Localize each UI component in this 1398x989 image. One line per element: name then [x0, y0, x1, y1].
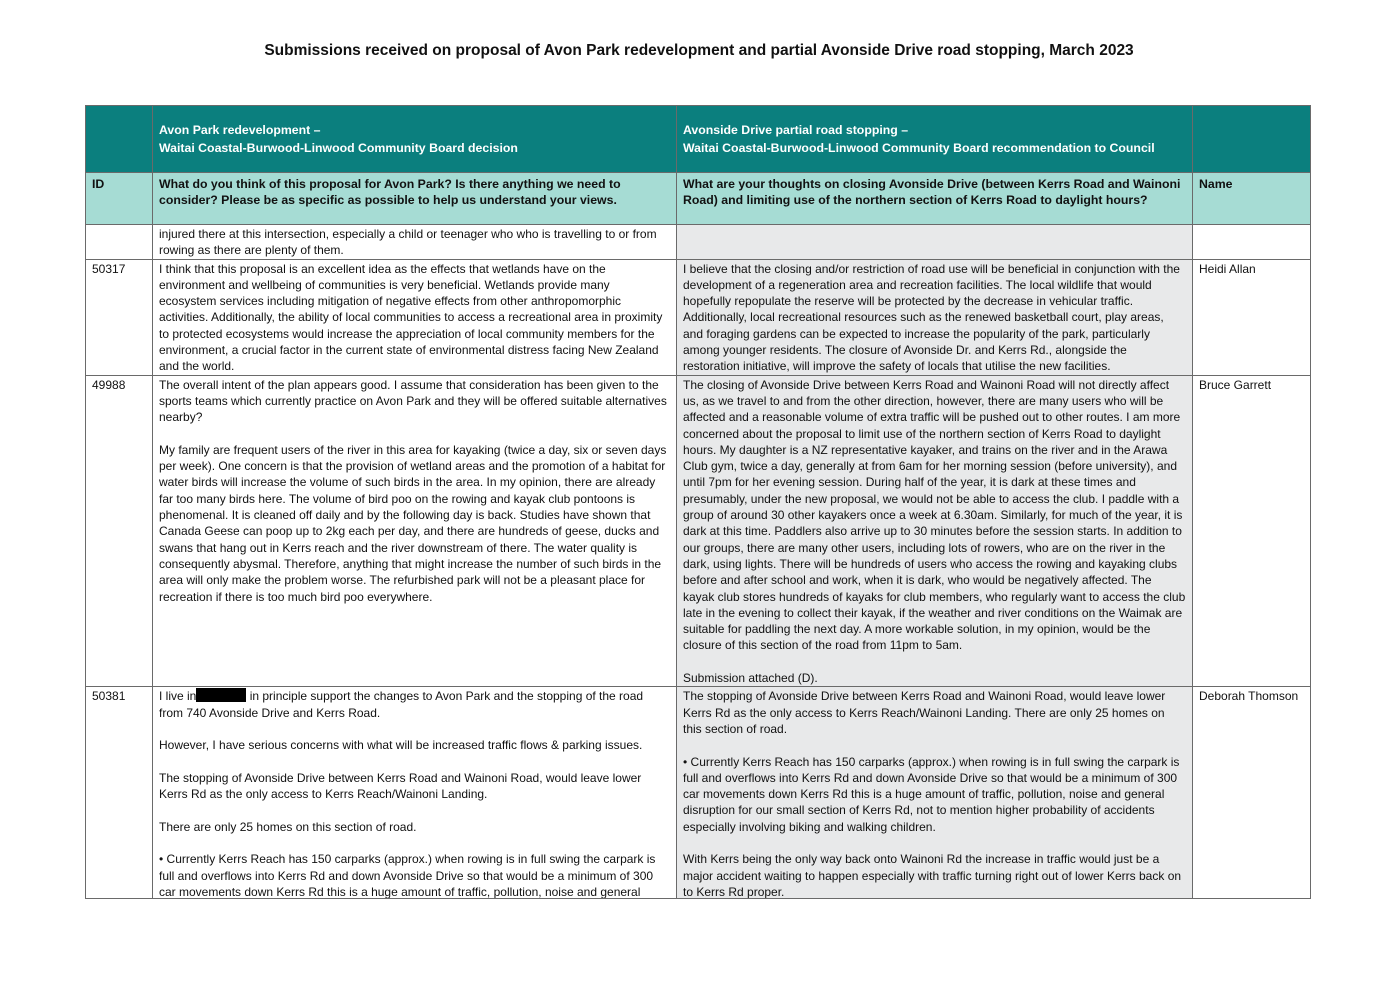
- response-paragraph: The closing of Avonside Drive between Kerrs Road and Wainoni Road will not directly affect us, as we travel to and from the other direction, however, there are many users who will be affected and a reasonable volume of extra traffic will be pushed out to other routes. I am more concerned about the proposal to limit use of the northern section of Kerrs Road to daylight hours. My daughter is a NZ representative kayaker, and trains on the river and in the Arawa Club gym, twice a day, generally at from 6am for her morning session (before university), and until 7pm for her evening session. During half of the year, it is dark at these times and presumably, under the new proposal, we would not be able to access the club. I paddle with a group of around 30 other kayakers once a week at 6.30am. Similarly, for much of the year, it is dark at this time. Paddlers also arrive up to 30 minutes before the session starts. In addition to our groups, there are many other users, including lots of rowers, who are on the river in the dark, using lights. There will be hundreds of users who access the rowing and kayaking clubs before and after school and work, when it is dark, who would be negatively affected. The kayak club stores hundreds of kayaks for club members, who regularly want to access the club late in the evening to collect their kayak, if the weather and river conditions on the Waimak are suitable for paddling the next day. A more workable solution, in my opinion, would be the closure of this section of the road from 11pm to 5am.: [683, 377, 1186, 653]
- row-id: [86, 225, 153, 260]
- response-paragraph: There are only 25 homes on this section of road.: [159, 819, 417, 834]
- row-name: Deborah Thomson: [1193, 687, 1311, 899]
- redacted-block: [196, 688, 246, 702]
- response-intro-after: in principle support the changes to Avon Park and the stopping of the road from 740 Avonside Drive and Kerrs Road.: [159, 689, 644, 720]
- header-avon-park-line1: Avon Park redevelopment –: [159, 123, 321, 137]
- question-header-avon-park: What do you think of this proposal for Avon Park? Is there anything we need to consider? Please be as specific as possible to help us understand your views.: [153, 173, 677, 225]
- row-avon-park-response: [153, 225, 677, 260]
- question-header-row: [86, 173, 1311, 225]
- row-name: [1193, 225, 1311, 260]
- row-id: 49988: [86, 375, 153, 687]
- question-header-avonside: What are your thoughts on closing Avonside Drive (between Kerrs Road and Wainoni Road) and limiting use of the northern section of Kerrs Road to daylight hours?: [677, 173, 1193, 225]
- response-paragraph: I believe that the closing and/or restriction of road use will be beneficial in conjunction with the development of a regeneration area and recreation facilities. The local wildlife that would hopefully repopulate the reserve will be protected by the decrease in vehicular traffic. Additionally, local recreational resources such as the renewed basketball court, play areas, and foraging gardens can be expected to increase the popularity of the park, particularly among younger residents. The closure of Avonside Dr. and Kerrs Rd., alongside the restoration initiative, will improve the safety of locals that utilise the new facilities.: [683, 261, 1180, 374]
- row-avon-park-response: [153, 375, 677, 687]
- response-paragraph: • Currently Kerrs Reach has 150 carparks (approx.) when rowing is in full swing the carpark is full and overflows into Kerrs Rd and down Avonside Drive so that would be a minimum of 300 car movements down Kerrs Rd this is a huge amount of traffic, pollution, noise and general: [159, 852, 656, 899]
- row-avon-park-response: [153, 259, 677, 375]
- row-id: 50317: [86, 259, 153, 375]
- question-header-name: Name: [1193, 173, 1311, 225]
- header-avonside-line1: Avonside Drive partial road stopping –: [683, 123, 909, 137]
- row-avonside-response: [677, 225, 1193, 260]
- header-avonside-line2: Waitai Coastal-Burwood-Linwood Community Board recommendation to Council: [683, 141, 1155, 155]
- response-paragraph: The stopping of Avonside Drive between Kerrs Road and Wainoni Road, would leave lower Kerrs Rd as the only access to Kerrs Reach/Wainoni Landing. There are only 25 homes on this section of road.: [683, 689, 1166, 736]
- response-paragraph: My family are frequent users of the river in this area for kayaking (twice a day, six or seven days per week). One concern is that the provision of wetland areas and the promotion of a habitat for water birds will increase the volume of such birds in the area. In my opinion, there are already far too many birds here. The volume of bird poo on the rowing and kayak club pontoons is phenomenal. It is cleaned off daily and by the following day is back. Studies have shown that Canada Geese can poop up to 2kg each per day, and there are hundreds of geese, ducks and swans that hang out in Kerrs reach and the river downstream of there. The water quality is consequently abysmal. Therefore, anything that might increase the number of such birds in the area will only make the problem worse. The refurbished park will not be a pleasant place for recreation if there is too much bird poo everywhere.: [159, 442, 667, 604]
- header-avon-park: [153, 106, 677, 173]
- table-row: [86, 259, 1311, 375]
- row-avonside-response: [677, 259, 1193, 375]
- table-header-row: [86, 106, 1311, 173]
- row-avonside-response: [677, 687, 1193, 899]
- response-intro-before: I live in: [159, 689, 197, 704]
- table-row: [86, 225, 1311, 260]
- row-id: 50381: [86, 687, 153, 899]
- response-paragraph: injured there at this intersection, especially a child or teenager who who is travelling to or from rowing as there are plenty of them.: [159, 227, 657, 258]
- response-paragraph: I think that this proposal is an excellent idea as the effects that wetlands have on the environment and wellbeing of communities is very beneficial. Wetlands provide many ecosystem services including mitigation of negative effects from other anthropomorphic activities. Additionally, the ability of local communities to access a recreational area in proximity to protected ecosystems would increase the appreciation of local community members for the environment, a crucial factor in the current state of environmental distress facing New Zealand and the world.: [159, 261, 663, 374]
- response-paragraph: The overall intent of the plan appears good. I assume that consideration has been given to the sports teams which currently practice on Avon Park and they will be offered suitable alternatives nearby?: [159, 377, 667, 425]
- header-id-cell: [86, 106, 153, 173]
- table-row: [86, 375, 1311, 687]
- response-paragraph: [159, 688, 670, 721]
- header-avon-park-line2: Waitai Coastal-Burwood-Linwood Community Board decision: [159, 141, 518, 155]
- header-avonside: [677, 106, 1193, 173]
- table-row: [86, 687, 1311, 899]
- page-title: Submissions received on proposal of Avon Park redevelopment and partial Avonside Drive road stopping, March 2023: [264, 42, 1134, 59]
- question-header-id: ID: [86, 173, 153, 225]
- response-paragraph: • Currently Kerrs Reach has 150 carparks (approx.) when rowing is in full swing the carpark is full and overflows into Kerrs Rd and down Avonside Drive so that would be a minimum of 300 car movements down Kerrs Rd this is a huge amount of traffic, pollution, noise and general disruption for our small section of Kerrs Rd, not to mention higher probability of accidents especially involving biking and walking children.: [683, 754, 1180, 834]
- header-name-cell: [1193, 106, 1311, 173]
- response-paragraph: With Kerrs being the only way back onto Wainoni Rd the increase in traffic would just be a major accident waiting to happen especially with traffic turning right out of lower Kerrs back on to Kerrs Rd proper.: [683, 852, 1182, 899]
- row-avon-park-response: [153, 687, 677, 899]
- submissions-table: [85, 105, 1311, 899]
- row-name: Heidi Allan: [1193, 259, 1311, 375]
- response-paragraph: Submission attached (D).: [683, 671, 818, 686]
- response-paragraph: However, I have serious concerns with what will be increased traffic flows & parking issues.: [159, 738, 643, 753]
- row-avonside-response: [677, 375, 1193, 687]
- row-name: Bruce Garrett: [1193, 375, 1311, 687]
- response-paragraph: The stopping of Avonside Drive between Kerrs Road and Wainoni Road, would leave lower Kerrs Rd as the only access to Kerrs Reach/Wainoni Landing.: [159, 770, 642, 802]
